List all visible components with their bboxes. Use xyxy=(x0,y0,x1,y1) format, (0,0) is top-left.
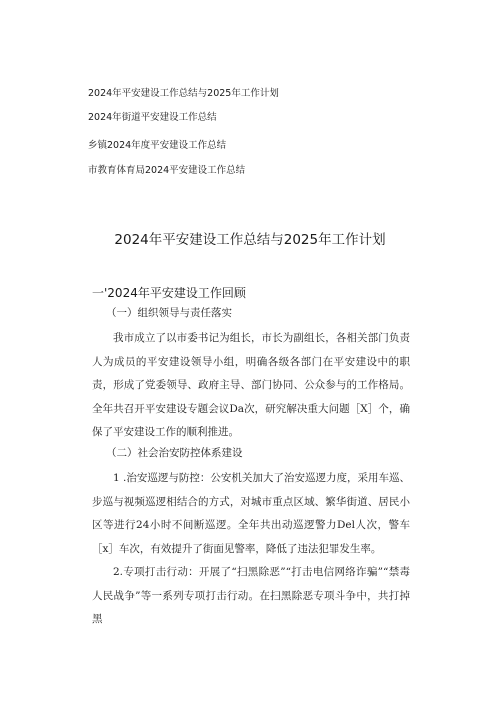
subsection-heading: （一）组织领导与责任落实 xyxy=(106,307,232,319)
body-paragraph: 1 .治安巡逻与防控：公安机关加大了治安巡逻力度，采用车巡、步巡与视频巡逻相结合的方式，对城市重点区域、繁华街道、居民小区等进行24小时不间断巡逻。全年共出动巡逻警力Del人次，警车［x］车次，有效提升了街面见警率，降低了违法犯罪发生率。 xyxy=(92,472,410,555)
section-heading: 一'2024年平安建设工作回顾 xyxy=(92,286,246,300)
body-paragraph: 我市成立了以市委书记为组长，市长为副组长，各相关部门负责人为成员的平安建设领导小组，明确各级各部门在平安建设中的职责，形成了党委领导、政府主导、部门协同、公众参与的工作格局。全年共召开平安建设专题会议Da次，研究解决重大问题［X］个，确保了平安建设工作的顺利推进。 xyxy=(92,332,410,438)
document-title: 2024年平安建设工作总结与2025年工作计划 xyxy=(114,232,386,248)
table-of-contents xyxy=(88,88,418,177)
toc-item[interactable]: 乡镇2024年度平安建设工作总结 xyxy=(88,140,227,151)
toc-item[interactable]: 2024年平安建设工作总结与2025年工作计划 xyxy=(88,88,279,99)
toc-item[interactable]: 市教育体育局2024平安建设工作总结 xyxy=(88,165,246,176)
subsection-heading: （二）社会治安防控体系建设 xyxy=(106,447,243,459)
toc-item[interactable]: 2024年街道平安建设工作总结 xyxy=(88,112,217,123)
body-paragraph: 2.专项打击行动：开展了“扫黑除恶”“打击电信网络诈骗”“禁毒人民战争”等一系列专项打击行动。在扫黑除恶专项斗争中，共打掉黑 xyxy=(92,566,410,625)
